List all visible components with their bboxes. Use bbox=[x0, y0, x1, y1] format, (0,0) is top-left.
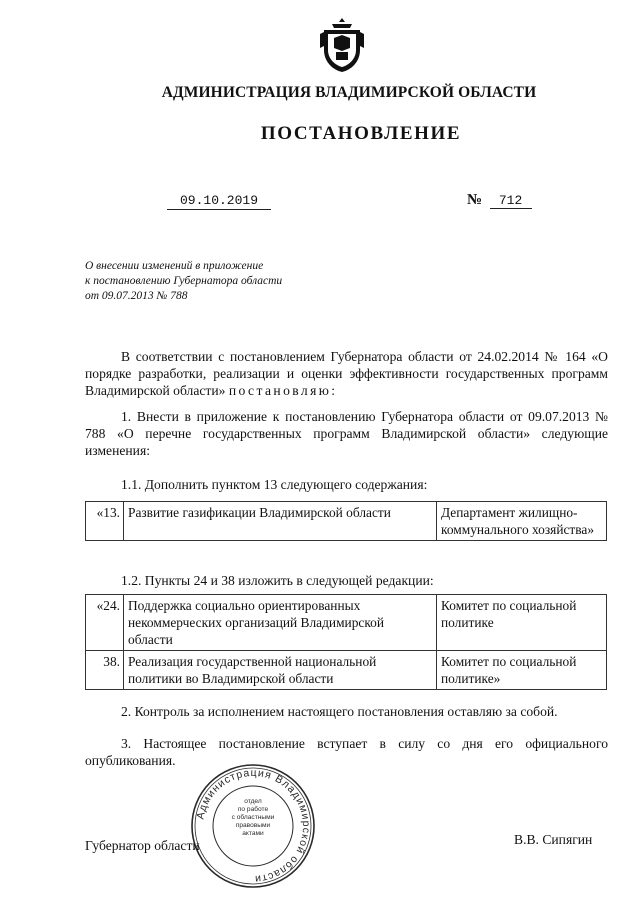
stamp-line: отдел bbox=[244, 798, 262, 805]
stamp-inner-text bbox=[224, 798, 282, 838]
item-1-2: 1.2. Пункты 24 и 38 изложить в следующей редакции: bbox=[121, 573, 434, 588]
row-number: «13. bbox=[86, 502, 124, 541]
coat-of-arms-icon bbox=[318, 16, 366, 74]
program-name: Развитие газификации Владимирской области bbox=[124, 502, 437, 541]
number-value: 712 bbox=[490, 193, 532, 209]
document-subject bbox=[85, 259, 282, 304]
responsible-department: Комитет по социальной политике bbox=[437, 595, 607, 651]
preamble-text: В соответствии с постановлением Губернатора области от 24.02.2014 № 164 «О порядке разработки, реализации и оценки эффективности государственных программ Владимирской области» bbox=[85, 349, 608, 398]
item-1-1: 1.1. Дополнить пунктом 13 следующего содержания: bbox=[121, 477, 428, 492]
stamp-line: правовыми bbox=[235, 822, 271, 829]
item-3: 3. Настоящее постановление вступает в силу со дня его официального опубликования. bbox=[85, 736, 608, 768]
preamble-paragraph bbox=[85, 348, 608, 399]
row-number: «24. bbox=[86, 595, 124, 651]
number-sign: № bbox=[467, 192, 483, 208]
stamp-line: по работе bbox=[237, 806, 269, 813]
stamp-line: актами bbox=[242, 830, 264, 837]
table-row bbox=[86, 595, 607, 651]
document-type: ПОСТАНОВЛЕНИЕ bbox=[260, 123, 462, 144]
stamp-line: с областными bbox=[231, 814, 275, 821]
program-table-1 bbox=[85, 501, 607, 541]
program-table-2 bbox=[85, 594, 607, 690]
program-name: Поддержка социально ориентированных некоммерческих организаций Владимирской области bbox=[124, 595, 437, 651]
table-row bbox=[86, 651, 607, 690]
program-name: Реализация государственной национальной политики во Владимирской области bbox=[124, 651, 437, 690]
table-row bbox=[86, 502, 607, 541]
item-2: 2. Контроль за исполнением настоящего постановления оставляю за собой. bbox=[121, 704, 558, 719]
resolves-word: постановляю: bbox=[228, 383, 338, 398]
responsible-department: Департамент жилищно-коммунального хозяйства» bbox=[437, 502, 607, 541]
subject-line: О внесении изменений в приложение bbox=[85, 260, 264, 272]
subject-line: к постановлению Губернатора области bbox=[85, 275, 283, 287]
item-1: 1. Внести в приложение к постановлению Губернатора области от 09.07.2013 № 788 «О перечне государственных программ Владимирской области» следующие изменения: bbox=[85, 409, 608, 458]
signatory-name: В.В. Сипягин bbox=[514, 832, 593, 847]
row-number: 38. bbox=[86, 651, 124, 690]
signatory-position: Губернатор области bbox=[85, 838, 200, 853]
responsible-department: Комитет по социальной политике» bbox=[437, 651, 607, 690]
subject-line: от 09.07.2013 № 788 bbox=[85, 290, 188, 302]
organization-title: АДМИНИСТРАЦИЯ ВЛАДИМИРСКОЙ ОБЛАСТИ bbox=[161, 84, 537, 101]
document-number bbox=[467, 192, 532, 209]
document-date: 09.10.2019 bbox=[167, 193, 271, 210]
stamp-ring-text: Администрация Владимирской области bbox=[194, 766, 313, 886]
